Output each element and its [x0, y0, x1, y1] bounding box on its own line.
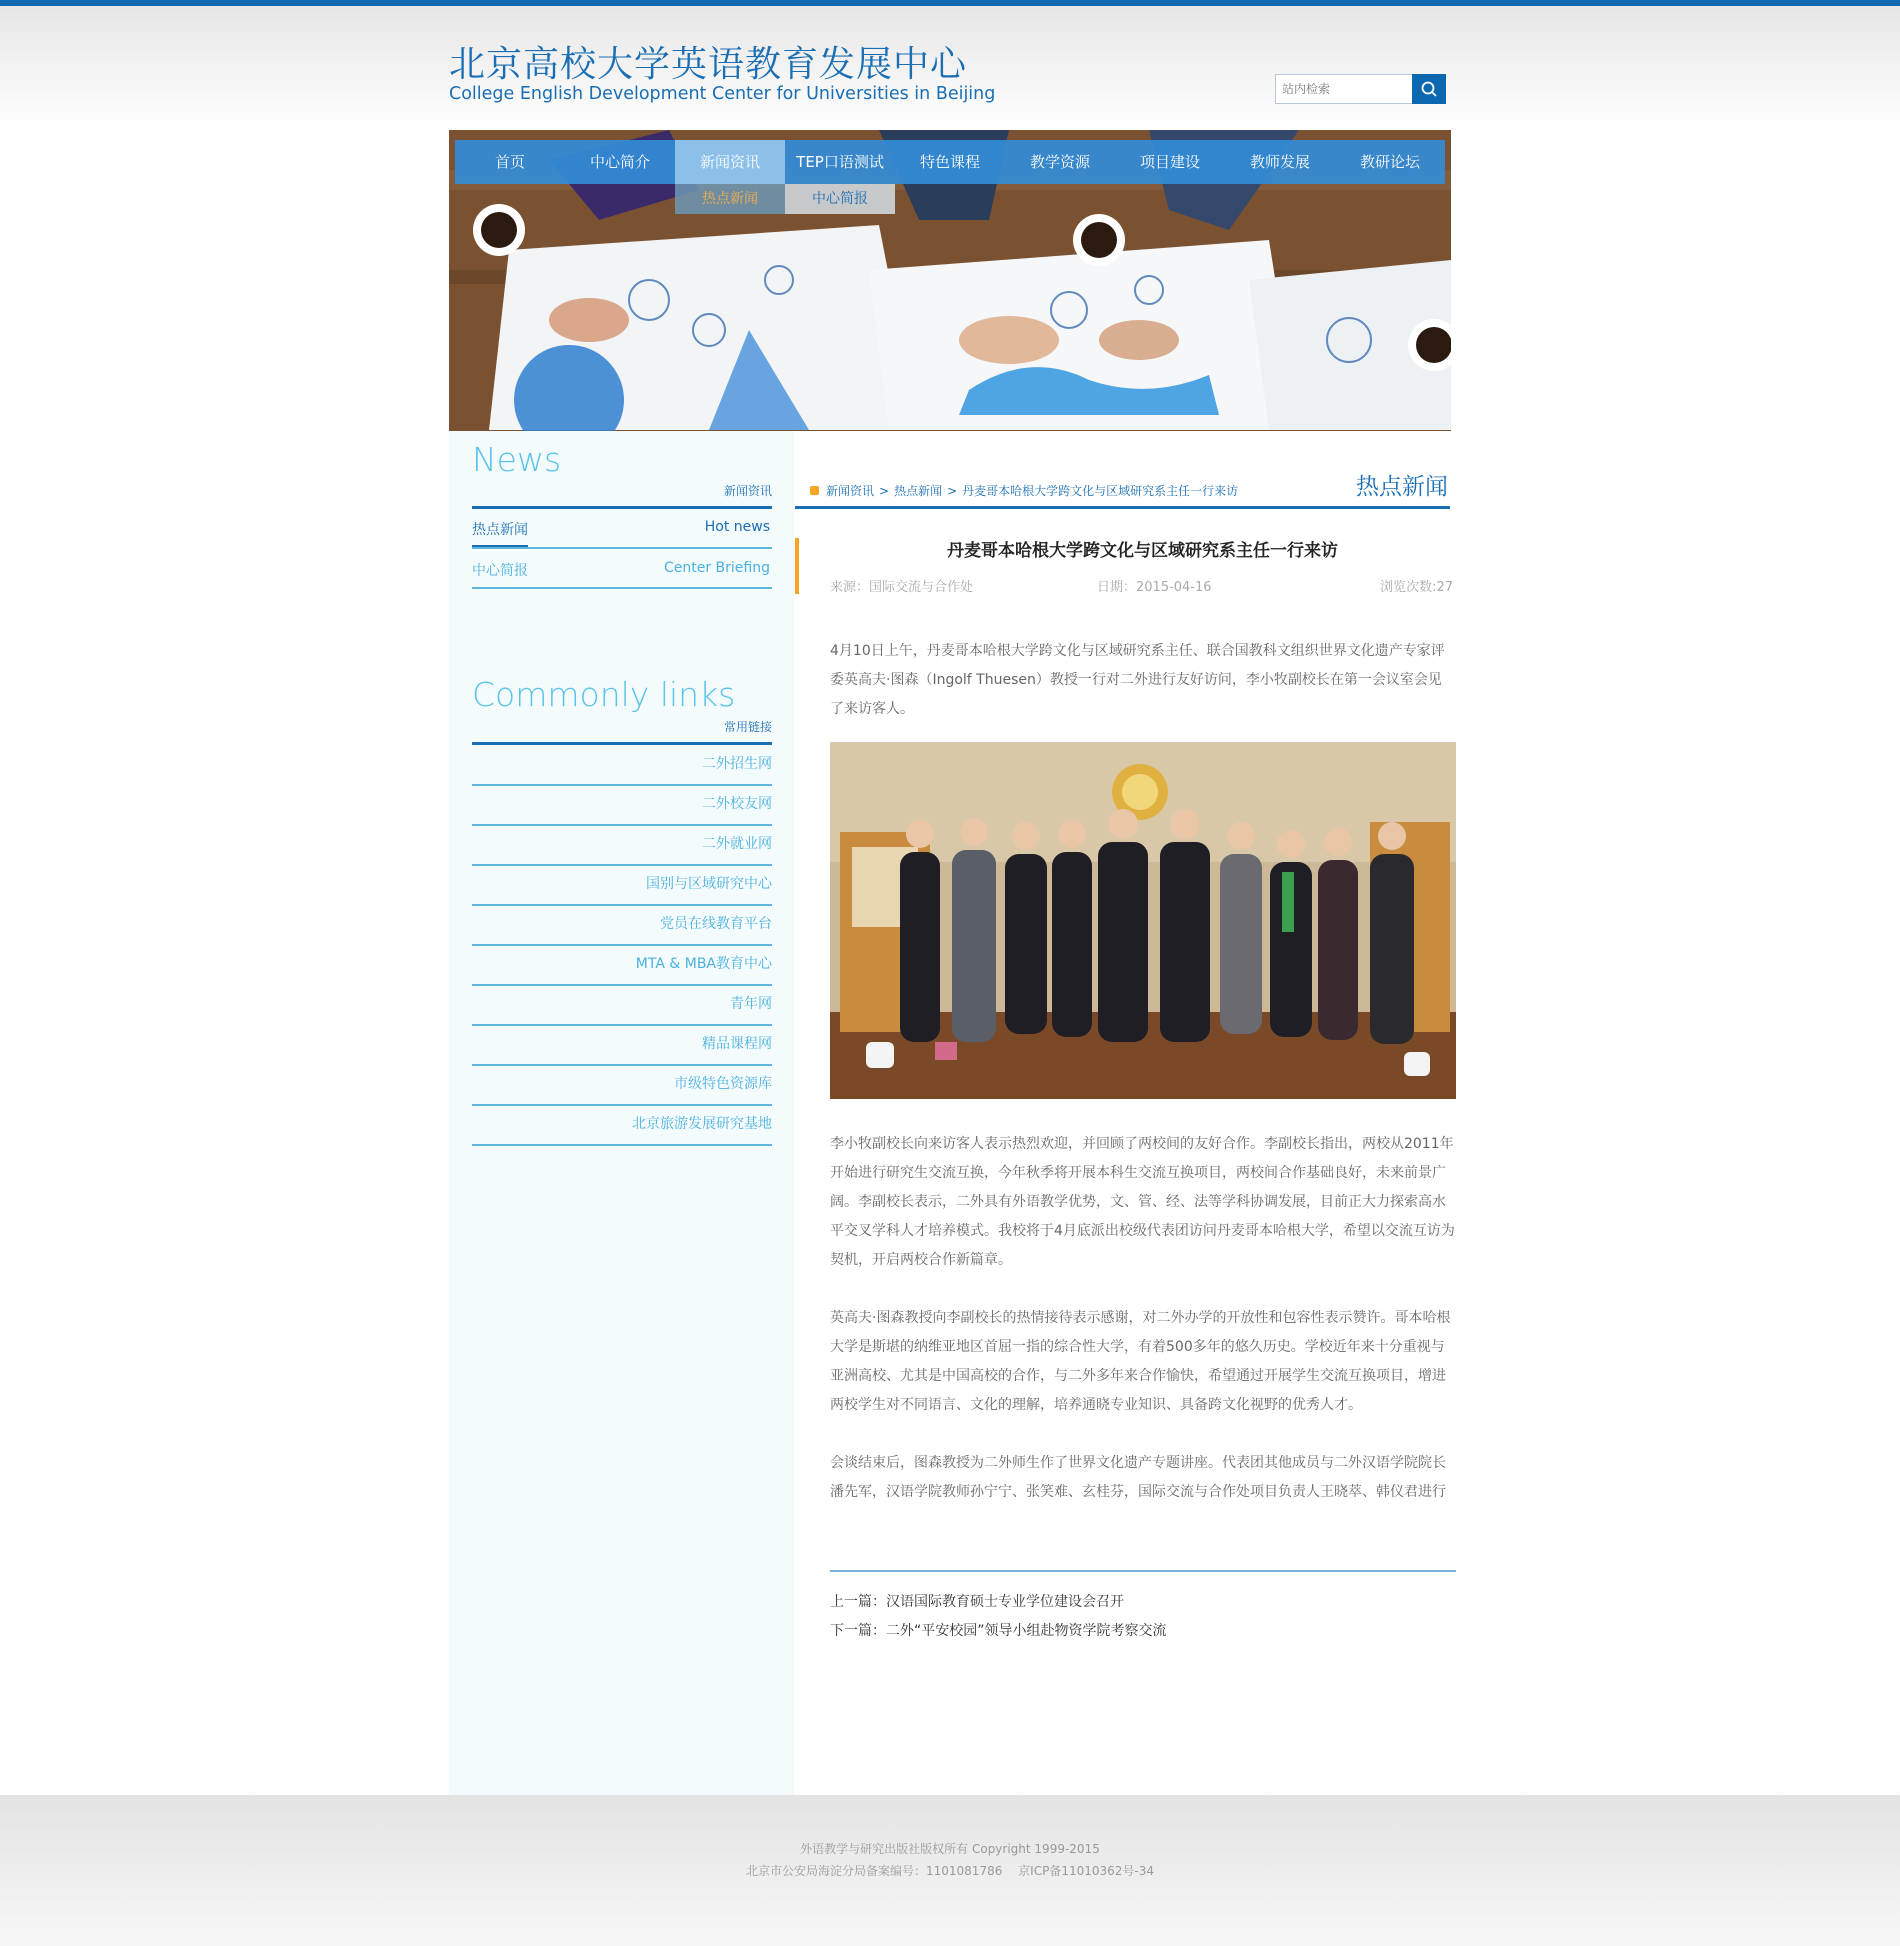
- group-photo-image: [830, 742, 1456, 1099]
- sidebar-item-label-cn: 热点新闻: [472, 519, 528, 547]
- article-end-divider: [830, 1570, 1456, 1572]
- news-heading: News: [472, 440, 562, 479]
- title-accent-bar: [795, 538, 799, 594]
- nav-item-home[interactable]: 首页: [494, 153, 525, 171]
- logo-title-en[interactable]: College English Development Center for Universities in Beijing: [449, 84, 996, 104]
- link-tourism-research[interactable]: 北京旅游发展研究基地: [632, 1116, 772, 1132]
- article-views: 浏览次数:27: [1380, 580, 1453, 595]
- article-paragraph: 英高夫·图森教授向李副校长的热情接待表示感谢，对二外办学的开放性和包容性表示赞许。哥本哈根大学是斯堪的纳维亚地区首屈一指的综合性大学，有着500多年的悠久历史。学校近年来十分重视与亚洲高校、尤其是中国高校的合作，与二外多年来合作愉快，希望通过开展学生交流互换项目，增进两校学生对不同语言、文化的理解，培养通晓专业知识、具备跨文化视野的优秀人才。: [830, 1310, 1451, 1413]
- main-nav: [455, 140, 1445, 184]
- link-alumni[interactable]: 二外校友网: [702, 796, 772, 812]
- article-date: 日期：2015-04-16: [1097, 580, 1212, 595]
- breadcrumb: [826, 482, 1238, 499]
- breadcrumb-separator: >: [947, 484, 958, 498]
- sidebar-item-briefing[interactable]: [472, 549, 772, 589]
- sub-nav: [675, 184, 895, 214]
- footer: [0, 1795, 1900, 1946]
- footer-icp: 北京市公安局海淀分局备案编号：1101081786 京ICP备11010362号-34: [746, 1864, 1154, 1878]
- nav-item-forum[interactable]: 教研论坛: [1359, 153, 1420, 171]
- links-heading: Commonly links: [472, 675, 736, 714]
- divider: [472, 1144, 772, 1146]
- nav-item-tep-test[interactable]: TEP口语测试: [796, 153, 884, 171]
- link-quality-courses[interactable]: 精品课程网: [702, 1036, 772, 1052]
- sidebar-item-label-en: Hot news: [704, 519, 770, 535]
- link-employment[interactable]: 二外就业网: [702, 836, 772, 852]
- nav-item-news[interactable]: 新闻资讯: [675, 140, 785, 184]
- article-paragraph: 李小牧副校长向来访客人表示热烈欢迎，并回顾了两校间的友好合作。李副校长指出，两校从2011年开始进行研究生交流互换，今年秋季将开展本科生交流互换项目，两校间合作基础良好，未来前景广阔。李副校长表示，二外具有外语教学优势，文、管、经、法等学科协调发展，目前正大力探索高水平交叉学科人才培养模式。我校将于4月底派出校级代表团访问丹麦哥本哈根大学，希望以交流互访为契机，开启两校合作新篇章。: [830, 1136, 1455, 1268]
- links-subheading: 常用链接: [723, 720, 772, 734]
- divider: [472, 587, 772, 589]
- article-paragraph: 4月10日上午，丹麦哥本哈根大学跨文化与区域研究系主任、联合国教科文组织世界文化遗产专家评委英高夫·图森（Ingolf Thuesen）教授一行对二外进行友好访问，李小牧副校长在第一会议室会见了来访客人。: [830, 643, 1445, 717]
- nav-item-projects[interactable]: 项目建设: [1139, 153, 1200, 171]
- nav-item-teacher-dev[interactable]: 教师发展: [1249, 153, 1310, 171]
- breadcrumb-link-hot-news[interactable]: 热点新闻: [894, 484, 943, 498]
- banner: [449, 130, 1451, 431]
- sidebar-item-label-en: Center Briefing: [663, 560, 770, 576]
- subnav-item-hot-news[interactable]: 热点新闻: [675, 184, 785, 214]
- breadcrumb-separator: >: [879, 484, 890, 498]
- search-box: [1275, 74, 1446, 104]
- link-resource-library[interactable]: 市级特色资源库: [674, 1076, 772, 1092]
- link-party-education[interactable]: 党员在线教育平台: [660, 916, 772, 932]
- search-input[interactable]: [1276, 75, 1418, 103]
- breadcrumb-current: 丹麦哥本哈根大学跨文化与区域研究系主任一行来访: [962, 484, 1239, 498]
- logo-title-cn[interactable]: 北京高校大学英语教育发展中心: [449, 44, 968, 85]
- subnav-item-briefing[interactable]: 中心简报: [785, 184, 895, 214]
- nav-item-about[interactable]: 中心简介: [589, 153, 650, 171]
- link-regional-studies[interactable]: 国别与区域研究中心: [646, 876, 772, 892]
- section-title: 热点新闻: [1356, 474, 1448, 500]
- article-title: 丹麦哥本哈根大学跨文化与区域研究系主任一行来访: [947, 541, 1338, 561]
- article-source: 来源：国际交流与合作处: [830, 580, 974, 595]
- link-youth[interactable]: 青年网: [730, 996, 772, 1012]
- article-photo: [830, 742, 1456, 1099]
- breadcrumb-bullet-icon: [810, 486, 819, 495]
- search-icon: [1420, 80, 1438, 98]
- sidebar-item-hot-news[interactable]: [472, 508, 772, 548]
- nav-item-resources[interactable]: 教学资源: [1029, 153, 1090, 171]
- breadcrumb-link-news[interactable]: 新闻资讯: [826, 484, 875, 498]
- next-article-link[interactable]: 下一篇：二外“平安校园”领导小组赴物资学院考察交流: [830, 1623, 1167, 1639]
- sidebar-item-label-cn: 中心简报: [472, 563, 528, 579]
- link-mta-mba[interactable]: MTA & MBA教育中心: [635, 956, 772, 972]
- nav-item-courses[interactable]: 特色课程: [919, 153, 980, 171]
- footer-copyright: 外语教学与研究出版社版权所有 Copyright 1999-2015: [800, 1842, 1100, 1856]
- search-button[interactable]: [1412, 74, 1446, 104]
- prev-article-link[interactable]: 上一篇：汉语国际教育硕士专业学位建设会召开: [830, 1594, 1124, 1610]
- article-paragraph: 会谈结束后，图森教授为二外师生作了世界文化遗产专题讲座。代表团其他成员与二外汉语学院院长潘先军，汉语学院教师孙宁宁、张笑难、玄桂芬，国际交流与合作处项目负责人王晓萃、韩仪君进行: [830, 1455, 1446, 1500]
- news-subheading: 新闻资讯: [723, 484, 772, 498]
- link-admissions[interactable]: 二外招生网: [702, 756, 772, 772]
- content-divider: [795, 506, 1450, 509]
